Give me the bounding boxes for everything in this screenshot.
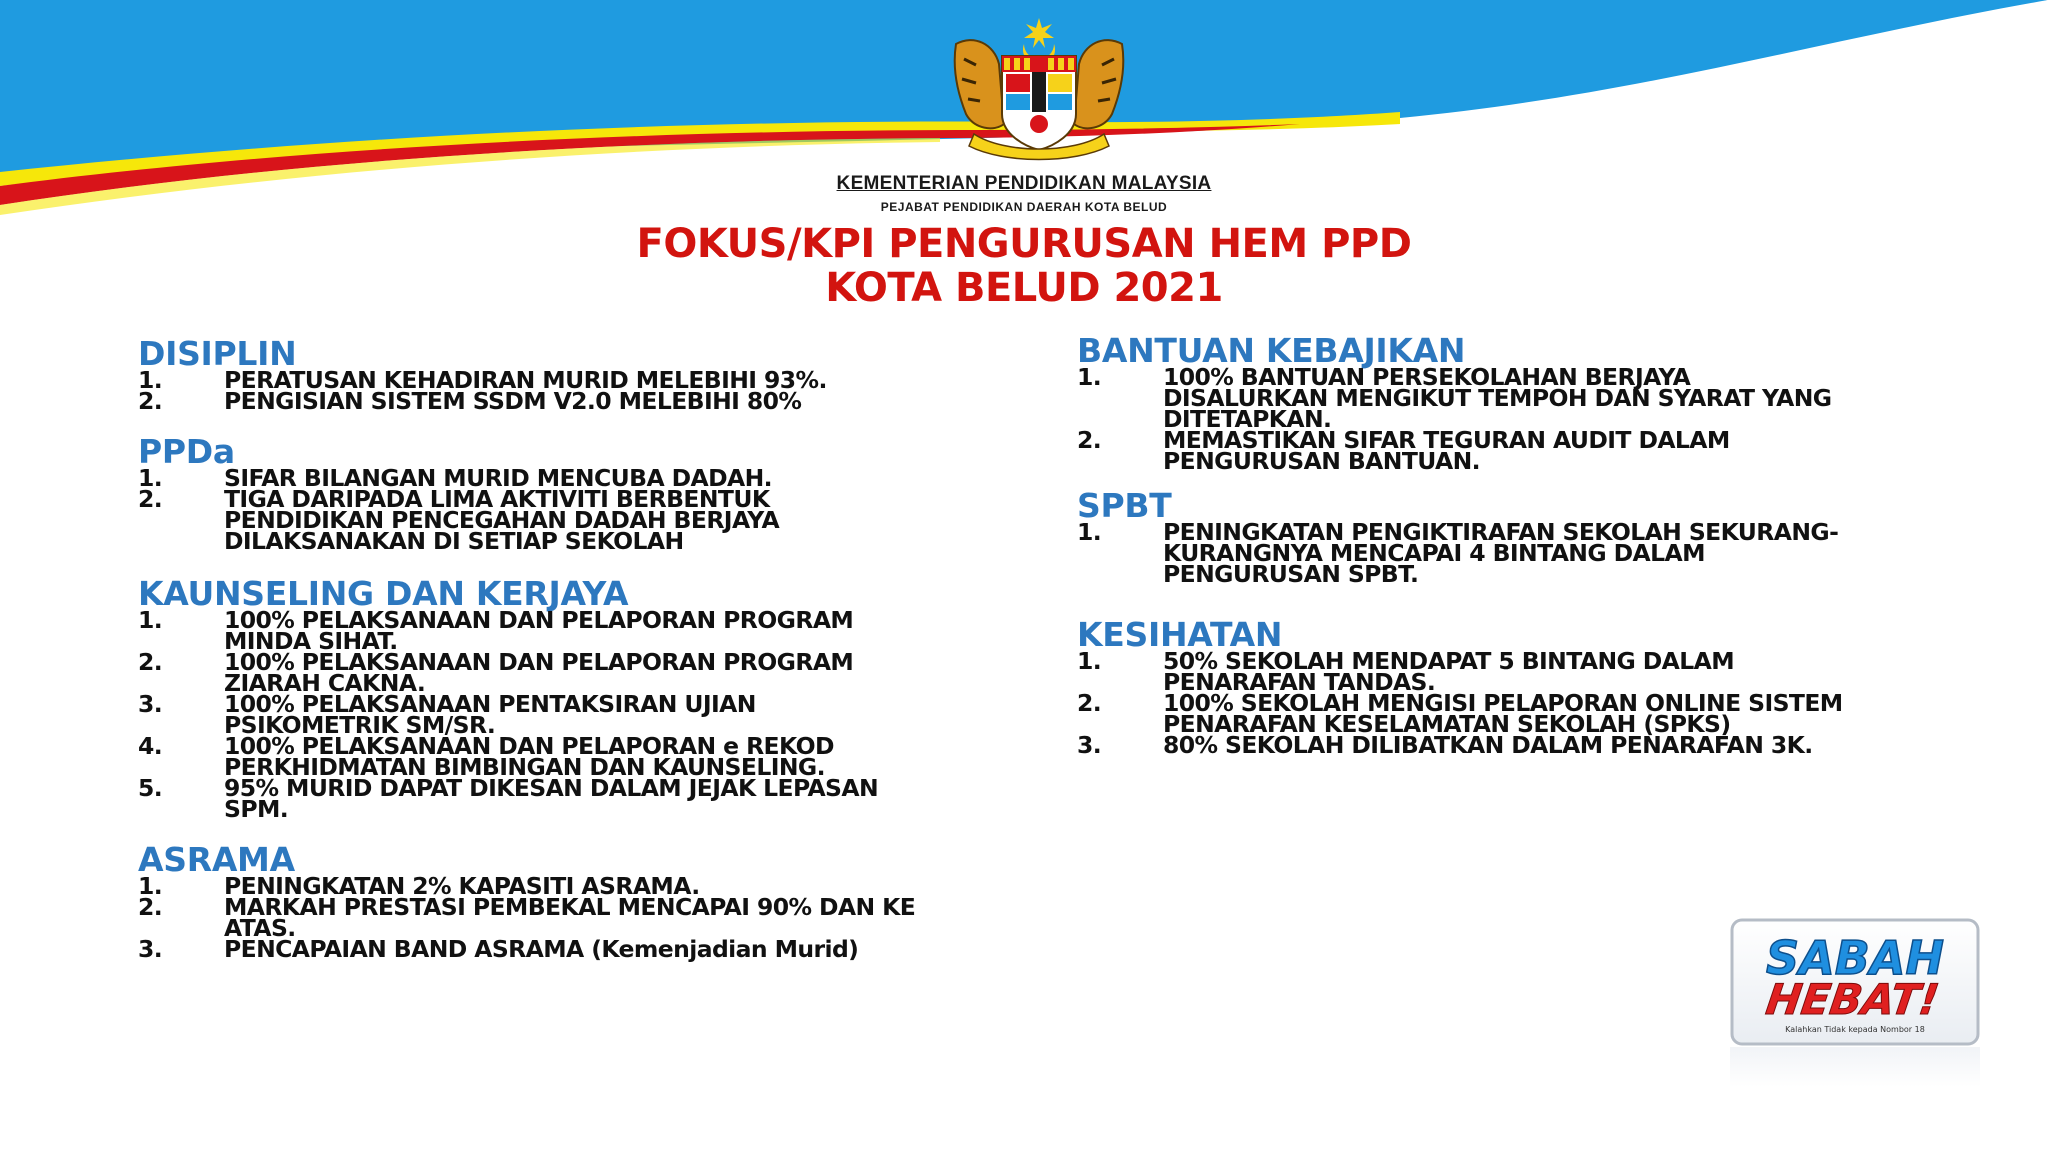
section-disiplin bbox=[138, 334, 1038, 415]
item-text: 50% SEKOLAH MENDAPAT 5 BINTANG DALAM PENARAFAN TANDAS. bbox=[1163, 647, 1735, 696]
section-heading: DISIPLIN bbox=[138, 334, 297, 373]
item-text: 95% MURID DAPAT DIKESAN DALAM JEJAK LEPASAN SPM. bbox=[224, 774, 879, 823]
section-kesihatan bbox=[1077, 615, 1977, 759]
item-number: 1. bbox=[138, 872, 163, 900]
item-text: PENINGKATAN PENGIKTIRAFAN SEKOLAH SEKURANG- KURANGNYA MENCAPAI 4 BINTANG DALAM PENGURUSAN SPBT. bbox=[1163, 518, 1839, 588]
item-text: 100% BANTUAN PERSEKOLAHAN BERJAYA DISALURKAN MENGIKUT TEMPOH DAN SYARAT YANG DITETAPKAN. bbox=[1163, 363, 1832, 433]
item-number: 1. bbox=[1077, 363, 1102, 391]
ministry-name: KEMENTERIAN PENDIDIKAN MALAYSIA bbox=[836, 173, 1212, 194]
list-item bbox=[1077, 363, 1977, 433]
right-column bbox=[1077, 331, 1977, 759]
item-text: 100% SEKOLAH MENGISI PELAPORAN ONLINE SISTEM PENARAFAN KESELAMATAN SEKOLAH (SPKS) bbox=[1163, 689, 1843, 738]
item-number: 1. bbox=[1077, 647, 1102, 675]
item-text: PENGISIAN SISTEM SSDM V2.0 MELEBIHI 80% bbox=[224, 387, 802, 415]
list-item bbox=[138, 690, 1038, 739]
item-number: 1. bbox=[138, 366, 163, 394]
office-name: PEJABAT PENDIDIKAN DAERAH KOTA BELUD bbox=[880, 200, 1168, 214]
item-text: PERATUSAN KEHADIRAN MURID MELEBIHI 93%. bbox=[224, 366, 827, 394]
sabah-hebat-logo bbox=[1730, 918, 1980, 1046]
badge-reflection bbox=[1730, 1047, 1980, 1087]
item-number: 2. bbox=[1077, 689, 1102, 717]
item-number: 5. bbox=[138, 774, 163, 802]
section-spbt bbox=[1077, 486, 1977, 588]
item-number: 4. bbox=[138, 732, 163, 760]
list-item bbox=[1077, 426, 1977, 475]
item-number: 2. bbox=[1077, 426, 1102, 454]
item-number: 3. bbox=[1077, 731, 1102, 759]
list-item bbox=[1077, 518, 1977, 588]
item-text: SIFAR BILANGAN MURID MENCUBA DADAH. bbox=[224, 464, 772, 492]
badge-word2: HEBAT! bbox=[1763, 975, 1942, 1024]
section-heading: ASRAMA bbox=[138, 840, 295, 879]
item-number: 1. bbox=[1077, 518, 1102, 546]
list-item bbox=[138, 485, 1038, 555]
item-number: 2. bbox=[138, 485, 163, 513]
list-item bbox=[138, 648, 1038, 697]
left-column bbox=[138, 334, 1038, 963]
item-text: 100% PELAKSANAAN DAN PELAPORAN PROGRAM MINDA SIHAT. bbox=[224, 606, 854, 655]
item-number: 1. bbox=[138, 464, 163, 492]
malaysia-coat-of-arms-icon bbox=[944, 14, 1134, 164]
item-number: 3. bbox=[138, 935, 163, 963]
item-text: MEMASTIKAN SIFAR TEGURAN AUDIT DALAM PENGURUSAN BANTUAN. bbox=[1163, 426, 1730, 475]
list-item bbox=[138, 774, 1038, 823]
section-heading: SPBT bbox=[1077, 486, 1172, 525]
list-item bbox=[1077, 647, 1977, 696]
item-number: 2. bbox=[138, 387, 163, 415]
section-heading: KESIHATAN bbox=[1077, 615, 1283, 654]
title-line-1: FOKUS/KPI PENGURUSAN HEM PPD bbox=[636, 221, 1412, 267]
item-number: 2. bbox=[138, 893, 163, 921]
item-text: MARKAH PRESTASI PEMBEKAL MENCAPAI 90% DAN KE ATAS. bbox=[224, 893, 916, 942]
list-item bbox=[1077, 731, 1977, 759]
badge-word1: SABAH bbox=[1766, 931, 1944, 985]
item-number: 3. bbox=[138, 690, 163, 718]
list-item bbox=[138, 893, 1038, 942]
title-line-2: KOTA BELUD 2021 bbox=[825, 265, 1223, 311]
item-number: 1. bbox=[138, 606, 163, 634]
list-item bbox=[138, 732, 1038, 781]
section-bantuan-kebajikan bbox=[1077, 331, 1977, 475]
item-text: TIGA DARIPADA LIMA AKTIVITI BERBENTUK PENDIDIKAN PENCEGAHAN DADAH BERJAYA DILAKSANAKAN DI SETIAP SEKOLAH bbox=[224, 485, 780, 555]
list-item bbox=[1077, 689, 1977, 738]
section-kaunseling bbox=[138, 574, 1038, 823]
item-number: 2. bbox=[138, 648, 163, 676]
item-text: PENINGKATAN 2% KAPASITI ASRAMA. bbox=[224, 872, 700, 900]
section-heading: BANTUAN KEBAJIKAN bbox=[1077, 331, 1466, 370]
item-text: 100% PELAKSANAAN PENTAKSIRAN UJIAN PSIKOMETRIK SM/SR. bbox=[224, 690, 756, 739]
section-heading: KAUNSELING DAN KERJAYA bbox=[138, 574, 629, 613]
list-item bbox=[138, 935, 1038, 963]
item-text: 100% PELAKSANAAN DAN PELAPORAN e REKOD PERKHIDMATAN BIMBINGAN DAN KAUNSELING. bbox=[224, 732, 834, 781]
list-item bbox=[138, 387, 1038, 415]
section-ppda bbox=[138, 432, 1038, 555]
item-text: PENCAPAIAN BAND ASRAMA (Kemenjadian Murid) bbox=[224, 935, 859, 963]
item-text: 100% PELAKSANAAN DAN PELAPORAN PROGRAM ZIARAH CAKNA. bbox=[224, 648, 854, 697]
section-heading: PPDa bbox=[138, 432, 235, 471]
page-title bbox=[0, 222, 2048, 310]
list-item bbox=[138, 606, 1038, 655]
badge-caption: Kalahkan Tidak kepada Nombor 18 bbox=[1785, 1025, 1925, 1034]
section-asrama bbox=[138, 840, 1038, 963]
item-text: 80% SEKOLAH DILIBATKAN DALAM PENARAFAN 3K. bbox=[1163, 731, 1813, 759]
